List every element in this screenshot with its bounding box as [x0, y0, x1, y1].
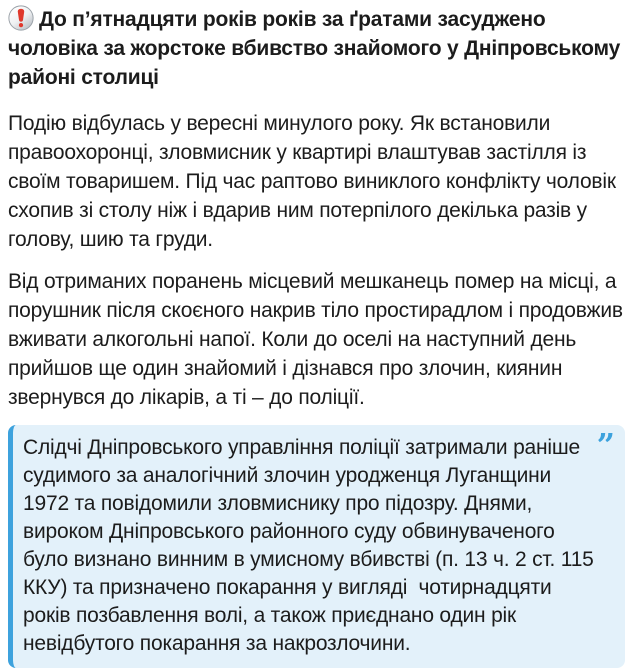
post-paragraph-2: Від отриманих поранень місцевий мешканець помер на місці, а порушник після скоєного накрив тіло простирадлом і продовжив вживати алкогольні напої. Коли до оселі на наступний день прийшов ще один знайомий і дізнався про злочин, киянин звернувся до лікарів, а ті – до поліції. [8, 270, 623, 409]
quote-block[interactable] [8, 425, 625, 668]
telegram-post [8, 5, 625, 668]
quote-text: Слідчі Дніпровського управління поліції затримали раніше судимого за аналогічний злочин уродженця Луганщини 1972 та повідомили зловмиснику про підозру. Днями, вироком Дніпровського районного суду обвинуваченого було визнано винним в умисному вбивстві (п. 13 ч. 2 ст. 115 ККУ) та призначено покарання у вигляді чотирнадцяти років позбавлення волі, а також приєднано один рік невідбутого покарання за накрозлочини. [23, 436, 600, 655]
post-title [8, 5, 625, 92]
post-title-text: До п’ятнадцяти років років за ґратами засуджено чоловіка за жорстоке вбивство знайомого у Дніпровському районі столиці [8, 8, 621, 89]
quote-mark-icon: ” [596, 426, 615, 464]
post-paragraph-1: Подію відбулась у вересні минулого року. Як встановили правоохоронці, зловмисник у квартирі влаштував застілля із своїм товаришем. Під час раптово виниклого конфлікту чоловік схопив зі столу ніж і вдарив ним потерпілого декілька разів у голову, шию та груди. [8, 112, 616, 251]
exclamation-mark-icon [8, 5, 34, 31]
